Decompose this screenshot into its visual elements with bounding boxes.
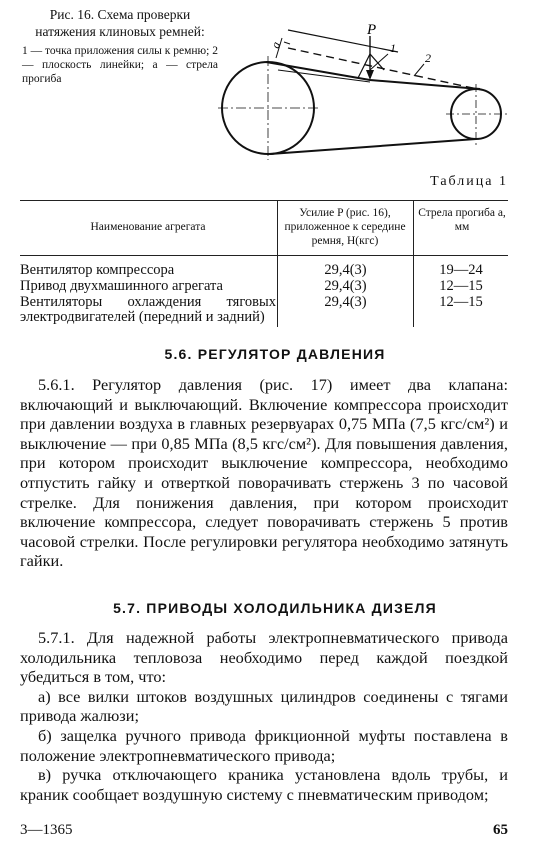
- table-cell-deflection: 19—24: [439, 262, 483, 278]
- label-point-1: 1: [390, 41, 396, 55]
- table-cell-force: 29,4(3): [324, 278, 367, 294]
- figure-legend: 1 — точка приложения силы к ремню; 2 — плоскость линейки; а — стрела прогиба: [22, 45, 218, 85]
- table-cell-force: 29,4(3): [324, 294, 367, 310]
- table-header-rule: [20, 255, 508, 256]
- section-heading: 5.6. РЕГУЛЯТОР ДАВЛЕНИЯ: [164, 346, 386, 362]
- table-header-unit: Наименование агрегата: [90, 221, 206, 233]
- belt: [266, 62, 480, 89]
- section-heading: 5.7. ПРИВОДЫ ХОЛОДИЛЬНИКА ДИЗЕЛЯ: [113, 600, 437, 616]
- table-header-force: Усилие P (рис. 16), приложенное к середине ремня, Н(кгс): [284, 207, 406, 247]
- section-body: [20, 628, 508, 804]
- paragraph: 5.7.1. Для надежной работы электропневматического привода холодильника тепловоза необходимо перед каждой поездкой убедиться в том, что:: [20, 628, 508, 687]
- printer-signature: 3—1365: [20, 822, 73, 838]
- table-label: Таблица 1: [430, 174, 508, 189]
- section-body: [20, 375, 508, 571]
- label-plane-2: 2: [425, 51, 431, 65]
- label-force-P: P: [367, 22, 377, 38]
- list-item: в) ручка отключающего краника установлена вдоль трубы, и краник сообщает воздушную систему с пневматическим приводом;: [20, 765, 508, 804]
- table-cell-unit: Привод двухмашинного агрегата: [20, 278, 223, 294]
- table-cell-force: 29,4(3): [324, 262, 367, 278]
- table-header-deflection: Стрела прогиба a, мм: [418, 207, 506, 233]
- table-top-rule: [20, 200, 508, 201]
- table-cell-deflection: 12—15: [439, 278, 483, 294]
- table-cell-unit: Вентилятор компрессора: [20, 262, 175, 278]
- paragraph: 5.6.1. Регулятор давления (рис. 17) имеет два клапана: включающий и выключающий. Включение компрессора происходит при давлении воздуха в главных резервуарах 0,75 МПа (7,5 кгс/см²) и выключение — при 0,85 МПа (8,5 кгс/см²). Для повышения давления, при котором происходит выключение компрессора, необходимо отпустить гайку и отверткой поворачивать стержень 3 по часовой стрелке. Для понижения давления, при котором происходит включение компрессора, следует поворачивать стержень 5 против часовой стрелки. После регулировки регулятора необходимо затянуть гайки.: [20, 375, 508, 571]
- list-item: б) защелка ручного привода фрикционной муфты поставлена в положение электропневматического привода;: [20, 725, 508, 765]
- table-cell-unit: Вентиляторы охлаждения тяговых электродвигателей (передний и задний): [20, 294, 276, 325]
- page-number: 65: [493, 822, 508, 838]
- label-deflection-a: a: [268, 39, 284, 51]
- belt-tension-diagram: [218, 8, 536, 168]
- table-cell-deflection: 12—15: [439, 294, 483, 310]
- figure-caption-block: [22, 6, 218, 86]
- figure-caption: Рис. 16. Схема проверки натяжения клиновых ремней:: [35, 7, 205, 39]
- ruler-plane: [288, 48, 482, 90]
- list-item: а) все вилки штоков воздушных цилиндров соединены с тягами привода жалюзи;: [20, 686, 508, 726]
